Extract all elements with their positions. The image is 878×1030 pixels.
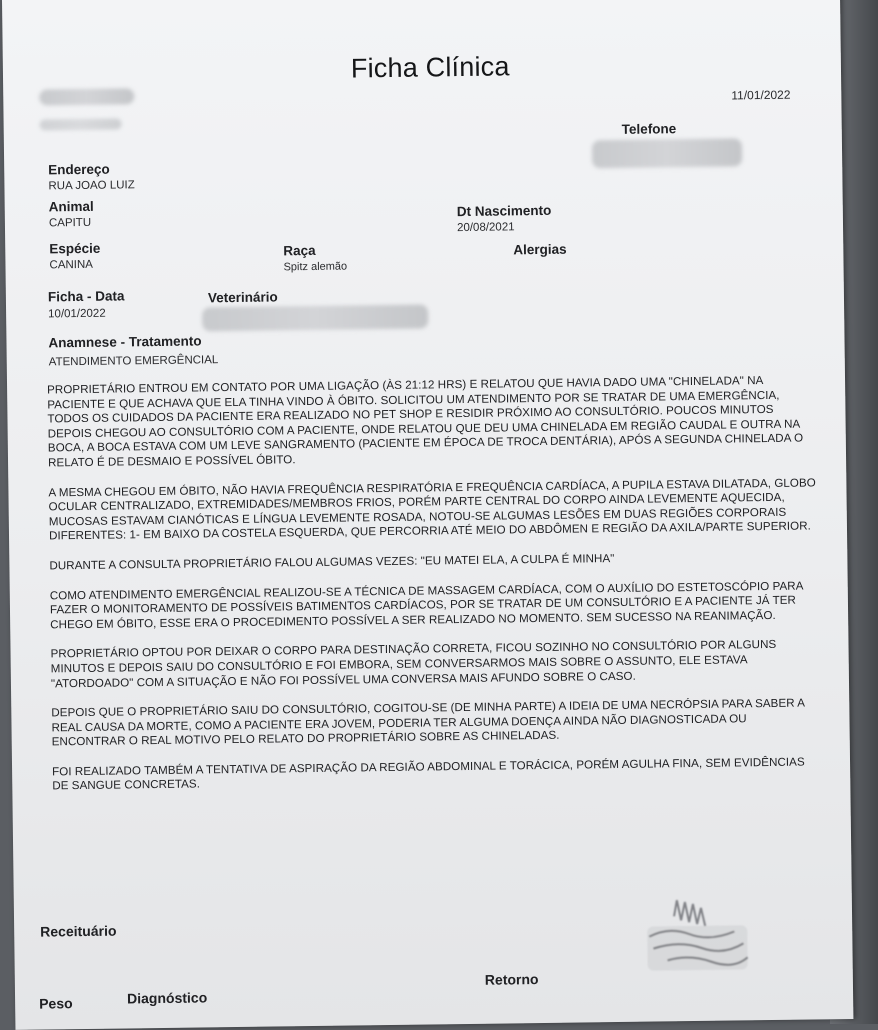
anamnese-value: ATENDIMENTO EMERGÊNCIAL bbox=[48, 354, 219, 369]
redacted-telefone bbox=[592, 138, 742, 168]
endereco-value: RUA JOAO LUIZ bbox=[48, 179, 135, 193]
document-date: 11/01/2022 bbox=[731, 87, 791, 103]
especie-value: CANINA bbox=[49, 258, 94, 272]
signature-scribble bbox=[639, 895, 760, 977]
clinical-form-sheet bbox=[2, 0, 853, 1030]
redacted-client-label bbox=[40, 118, 122, 130]
paragraph: COMO ATENDIMENTO EMERGÊNCIAL REALIZOU-SE A TÉCNICA DE MASSAGEM CARDÍACA, COM O AUXÍLIO DO ESTETOSCÓPIO PARA FAZER O MONITORAMENTO DE POSSÍVEIS BATIMENTOS CARDÍACOS, POR SE TRATAR DE UM CONSULTÓRIO E A PACIENTE JÁ TER CHEGO EM ÓBITO, ESSE ERA O PROCEDIMENTO POSSÍVEL A SER REALIZADO NO MOMENTO. SEM SUCESSO NA REANIMAÇÃO. bbox=[49, 579, 803, 632]
receituario-label: Receituário bbox=[40, 922, 117, 940]
endereco-label: Endereço bbox=[48, 161, 110, 178]
animal-label: Animal bbox=[48, 198, 94, 215]
telefone-label: Telefone bbox=[621, 121, 677, 137]
nascimento-value: 20/08/2021 bbox=[456, 221, 515, 235]
peso-label: Peso bbox=[39, 995, 73, 1012]
animal-value: CAPITU bbox=[48, 216, 92, 230]
especie-label: Espécie bbox=[49, 240, 101, 257]
paragraph: FOI REALIZADO TAMBÉM A TENTATIVA DE ASPIRAÇÃO DA REGIÃO ABDOMINAL E TORÁCICA, PORÉM AGULHA FINA, SEM EVIDÊNCIAS DE SANGUE CONCRETAS. bbox=[52, 755, 805, 793]
paragraph: DEPOIS QUE O PROPRIETÁRIO SAIU DO CONSULTÓRIO, COGITOU-SE (DE MINHA PARTE) A IDEIA DE UMA NECRÓPSIA PARA SABER A REAL CAUSA DA MORTE, COMO A PACIENTE ERA JOVEM, PODERIA TER ALGUMA DOENÇA AINDA NÃO DIAGNOSTICADA OU ENCONTRAR O REAL MOTIVO PELO RELATO DO PROPRIETÁRIO SOBRE AS CHINELADAS. bbox=[51, 696, 805, 749]
redacted-signature bbox=[639, 895, 760, 982]
diagnostico-label: Diagnóstico bbox=[126, 989, 208, 1007]
paragraph: PROPRIETÁRIO ENTROU EM CONTATO POR UMA LIGAÇÃO (ÀS 21:12 HRS) E RELATOU QUE HAVIA DADO UMA "CHINELADA" NA PACIENTE E QUE ACHAVA QUE ELA TINHA VINDO À ÓBITO. SOLICITOU UM ATENDIMENTO POR SE TRATAR DE UMA EMERGÊNCIA, TODOS OS CUIDADOS DA PACIENTE ERA REALIZADO NO PET SHOP E RESIDIR PRÓXIMO AO CONSULTÓRIO. POUCOS MINUTOS DEPOIS CHEGOU AO CONSULTÓRIO COM A PACIENTE, ONDE RELATOU QUE DEU UMA CHINELADA EM REGIÃO CAUDAL E OUTRA NA BOCA, A BOCA ESTAVA COM UM LEVE SANGRAMENTO (PACIENTE EM ÉPOCA DE TROCA DENTÁRIA), APÓS A SEGUNDA CHINELADA O RELATO É DE DESMAIO E POSSÍVEL ÓBITO. bbox=[47, 374, 804, 470]
paragraph: PROPRIETÁRIO OPTOU POR DEIXAR O CORPO PARA DESTINAÇÃO CORRETA, FICOU SOZINHO NO CONSULTÓRIO POR ALGUNS MINUTOS E DEPOIS SAIU DO CONSULTÓRIO E FOI EMBORA, SEM CONVERSARMOS MAIS SOBRE O ASSUNTO, ELE ESTAVA "ATORDOADO" COM A SITUAÇÃO E NÃO FOI POSSÍVEL UMA CONVERSA MAIS AFUNDO SOBRE O CASO. bbox=[50, 638, 777, 690]
paragraph: A MESMA CHEGOU EM ÓBITO, NÃO HAVIA FREQUÊNCIA RESPIRATÓRIA E FREQUÊNCIA CARDÍACA, A PUPILA ESTAVA DILATADA, GLOBO OCULAR CENTRALIZADO, EXTREMIDADES/MEMBROS FRIOS, PORÉM PARTE CENTRAL DO CORPO AINDA LEVEMENTE AQUECIDA, MUCOSAS ESTAVAM CIANÓTICAS E LÍNGUA LEVEMENTE ROSADA, NOTOU-SE ALGUMAS LESÕES EM DUAS REGIÕES CORPORAIS DIFERENTES: 1- EM BAIXO DA COSTELA ESQUERDA, QUE PERCORRIA ATÉ MEIO DO ABDÔMEN E REGIÃO DA AXILA/PARTE SUPERIOR. bbox=[48, 475, 816, 543]
raca-value: Spitz alemão bbox=[283, 260, 348, 274]
raca-label: Raça bbox=[283, 242, 316, 259]
anamnese-label: Anamnese - Tratamento bbox=[48, 333, 202, 351]
alergias-label: Alergias bbox=[513, 241, 567, 258]
nascimento-label: Dt Nascimento bbox=[456, 202, 552, 220]
ficha-data-label: Ficha - Data bbox=[47, 288, 125, 305]
veterinario-label: Veterinário bbox=[207, 289, 278, 306]
redacted-veterinario bbox=[202, 304, 428, 331]
retorno-label: Retorno bbox=[484, 971, 539, 988]
redacted-client-name bbox=[39, 88, 134, 105]
ficha-data-value: 10/01/2022 bbox=[48, 307, 106, 321]
document-title: Ficha Clínica bbox=[350, 51, 510, 84]
paragraph: DURANTE A CONSULTA PROPRIETÁRIO FALOU ALGUMAS VEZES: "EU MATEI ELA, A CULPA É MINHA" bbox=[49, 551, 615, 573]
anamnese-body bbox=[47, 373, 823, 809]
